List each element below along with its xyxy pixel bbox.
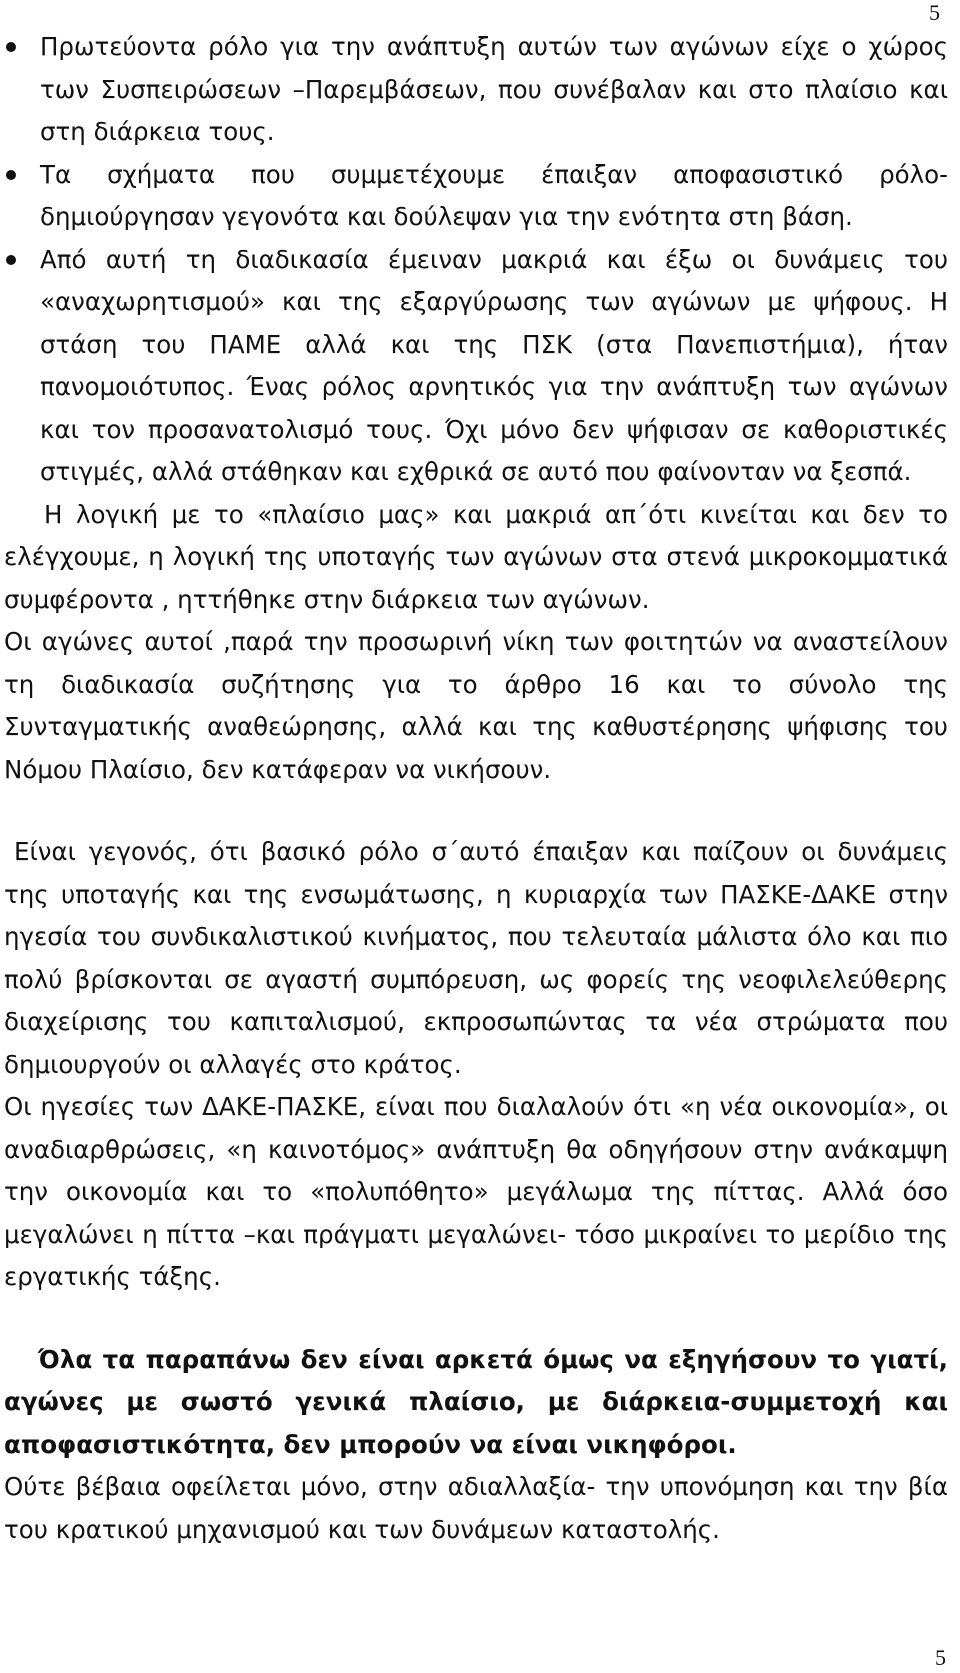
paragraph-leaderships: Οι ηγεσίες των ΔΑΚΕ-ΠΑΣΚΕ, είναι που διαλαλούν ότι «η νέα οικονομία», οι αναδιαρθρώσεις, «η καινοτόμος» ανάπτυξη θα οδηγήσουν στην ανάκαμψη την οικονομία και το «πολυπόθητο» μεγάλωμα της πίττας. Αλλά όσο μεγαλώνει η πίττα –και πράγματι μεγαλώνει- τόσο μικραίνει το μερίδιο της εργατικής τάξης. xyxy=(4,1092,948,1291)
bullet-text: Τα σχήματα που συμμετέχουμε έπαιξαν αποφασιστικό ρόλο- δημιούργησαν γεγονότα και δούλεψαν για την ενότητα στη βάση. xyxy=(40,159,948,231)
bullet-item xyxy=(4,154,948,239)
paragraph-closing: Ούτε βέβαια οφείλεται μόνο, στην αδιαλλαξία- την υπονόμηση και την βία του κρατικού μηχανισμού και των δυνάμεων καταστολής. xyxy=(4,1472,948,1544)
bullet-item xyxy=(4,26,948,154)
paragraph-bold-statement: Όλα τα παραπάνω δεν είναι αρκετά όμως να εξηγήσουν το γιατί, αγώνες με σωστό γενικά πλαίσιο, με διάρκεια-συμμετοχή και αποφασιστικότητα, δεν μπορούν να είναι νικηφόροι. xyxy=(4,1344,948,1459)
bullet-list xyxy=(4,26,948,494)
bullet-dot-icon xyxy=(6,170,16,180)
page-number-bottom: 5 xyxy=(935,1645,946,1670)
bullet-text: Πρωτεύοντα ρόλο για την ανάπτυξη αυτών των αγώνων είχε ο χώρος των Συσπειρώσεων –Παρεμβάσεων, που συνέβαλαν και στο πλαίσιο και στη διάρκεια τους. xyxy=(40,32,948,146)
bullet-dot-icon xyxy=(6,255,16,265)
paragraph-fact: Είναι γεγονός, ότι βασικό ρόλο σ΄αυτό έπαιξαν και παίζουν οι δυνάμεις της υποταγής και της ενσωμάτωσης, η κυριαρχία των ΠΑΣΚΕ-ΔΑΚΕ στην ηγεσία του συνδικαλιστικού κινήματος, που τελευταία μάλιστα όλο και πιο πολύ βρίσκονται σε αγαστή συμπόρευση, ως φορείς της νεοφιλελεύθερης διαχείρισης του καπιταλισμού, εκπροσωπώντας τα νέα στρώματα που δημιουργούν οι αλλαγές στο κράτος. xyxy=(4,837,948,1079)
document-body xyxy=(4,26,948,1551)
page-number-top: 5 xyxy=(929,0,940,25)
bullet-text: Από αυτή τη διαδικασία έμειναν μακριά και έξω οι δυνάμεις του «αναχωρητισμού» και της εξαργύρωσης των αγώνων με ψήφους. Η στάση του ΠΑΜΕ αλλά και της ΠΣΚ (στα Πανεπιστήμια), ήταν πανομοιότυπος. Ένας ρόλος αρνητικός για την ανάπτυξη των αγώνων και τον προσανατολισμό τους. Όχι μόνο δεν ψήφισαν σε καθοριστικές στιγμές, αλλά στάθηκαν και εχθρικά σε αυτό που φαίνονταν να ξεσπά. xyxy=(40,244,948,486)
paragraph-logic: Η λογική με το «πλαίσιο μας» και μακριά απ΄ότι κινείται και δεν το ελέγχουμε, η λογική της υποταγής των αγώνων στα στενά μικροκομματικά συμφέροντα , ηττήθηκε στην διάρκεια των αγώνων. xyxy=(4,499,948,614)
bullet-item xyxy=(4,239,948,494)
paragraph-struggles: Οι αγώνες αυτοί ,παρά την προσωρινή νίκη των φοιτητών να αναστείλουν τη διαδικασία συζήτησης για το άρθρο 16 και το σύνολο της Συνταγματικής αναθεώρησης, αλλά και της καθυστέρησης ψήφισης του Νόμου Πλαίσιο, δεν κατάφεραν να νικήσουν. xyxy=(4,627,948,784)
bullet-dot-icon xyxy=(6,42,16,52)
